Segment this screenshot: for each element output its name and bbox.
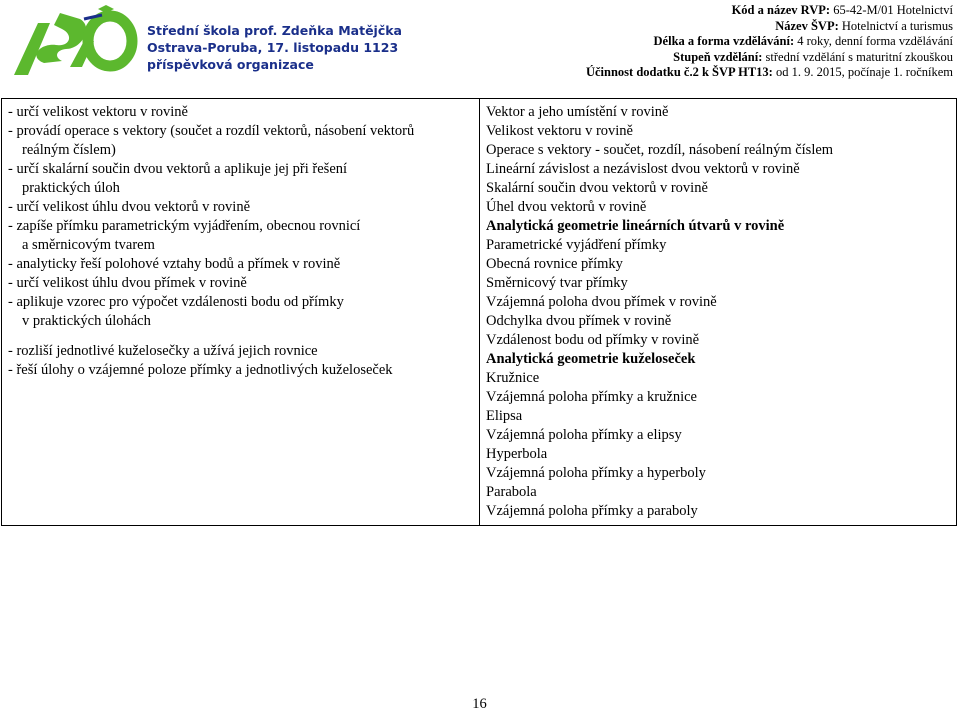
topic-line: Vektor a jeho umístění v rovině: [486, 104, 669, 120]
outcome-line: v praktických úlohách: [22, 313, 151, 329]
topic-line: Vzájemná poloha přímky a kružnice: [486, 389, 697, 405]
meta-line: Délka a forma vzdělávání: 4 roky, denní forma vzdělávání: [653, 34, 953, 49]
table-row: [2, 99, 957, 526]
topic-line: Operace s vektory - součet, rozdíl, násobení reálným číslem: [486, 142, 834, 158]
topic-line: Vzájemná poloha přímky a elipsy: [486, 427, 682, 443]
page-number: 16: [472, 696, 487, 712]
meta-line: Název ŠVP: Hotelnictví a turismus: [775, 18, 953, 33]
school-logo-icon: [10, 5, 140, 77]
topic-line: Obecná rovnice přímky: [486, 256, 623, 272]
outcome-line: - řeší úlohy o vzájemné poloze přímky a jednotlivých kuželoseček: [8, 362, 393, 378]
curriculum-meta: [586, 3, 953, 81]
topic-line: Parabola: [486, 484, 537, 500]
topic-line: Úhel dvou vektorů v rovině: [486, 199, 647, 215]
school-address-line: Ostrava-Poruba, 17. listopadu 1123: [147, 40, 399, 55]
topic-line: Kružnice: [486, 370, 540, 386]
topic-line: Hyperbola: [486, 446, 548, 462]
topic-line: Velikost vektoru v rovině: [486, 123, 633, 139]
school-org-line: příspěvková organizace: [147, 57, 314, 72]
outcome-line: a směrnicovým tvarem: [22, 237, 155, 253]
spacer: [8, 331, 473, 342]
school-name: [147, 22, 402, 73]
page-header: [0, 0, 959, 84]
topic-line: Vzdálenost bodu od přímky v rovině: [486, 332, 700, 348]
topic-line: Odchylka dvou přímek v rovině: [486, 313, 672, 329]
learning-outcomes-cell: [2, 99, 480, 526]
outcome-line: - analyticky řeší polohové vztahy bodů a přímek v rovině: [8, 256, 341, 272]
topic-line: Parametrické vyjádření přímky: [486, 237, 667, 253]
topic-line: Vzájemná poloha přímky a hyperboly: [486, 465, 706, 481]
outcome-line: praktických úloh: [22, 180, 120, 196]
meta-line: Stupeň vzdělání: střední vzdělání s maturitní zkouškou: [673, 49, 953, 64]
outcome-line: - zapíše přímku parametrickým vyjádřením, obecnou rovnicí: [8, 218, 361, 234]
outcome-line: - aplikuje vzorec pro výpočet vzdálenosti bodu od přímky: [8, 294, 344, 310]
outcome-line: - určí skalární součin dvou vektorů a aplikuje jej při řešení: [8, 161, 348, 177]
outcome-line: reálným číslem): [22, 142, 116, 158]
outcome-line: - určí velikost úhlu dvou přímek v rovině: [8, 275, 247, 291]
meta-line: Kód a název RVP: 65-42-M/01 Hotelnictví: [731, 3, 953, 17]
school-name-line: Střední škola prof. Zdeňka Matějčka: [147, 23, 402, 38]
meta-line: Účinnost dodatku č.2 k ŠVP HT13: od 1. 9. 2015, počínaje 1. ročníkem: [585, 65, 953, 80]
outcome-line: - určí velikost úhlu dvou vektorů v rovině: [8, 199, 251, 215]
topic-line: Vzájemná poloha dvou přímek v rovině: [486, 294, 717, 310]
outcome-line: - určí velikost vektoru v rovině: [8, 104, 188, 120]
topic-heading: Analytická geometrie lineárních útvarů v rovině: [486, 218, 785, 234]
topics-cell: [480, 99, 957, 526]
outcome-line: - provádí operace s vektory (součet a rozdíl vektorů, násobení vektorů: [8, 123, 415, 139]
topic-line: Skalární součin dvou vektorů v rovině: [486, 180, 708, 196]
topic-heading: Analytická geometrie kuželoseček: [486, 351, 696, 367]
topic-line: Lineární závislost a nezávislost dvou vektorů v rovině: [486, 161, 800, 177]
topic-line: Elipsa: [486, 408, 523, 424]
topic-line: Směrnicový tvar přímky: [486, 275, 628, 291]
outcome-line: - rozliší jednotlivé kuželosečky a užívá jejich rovnice: [8, 343, 318, 359]
curriculum-table: [1, 98, 957, 526]
topic-line: Vzájemná poloha přímky a paraboly: [486, 503, 698, 519]
